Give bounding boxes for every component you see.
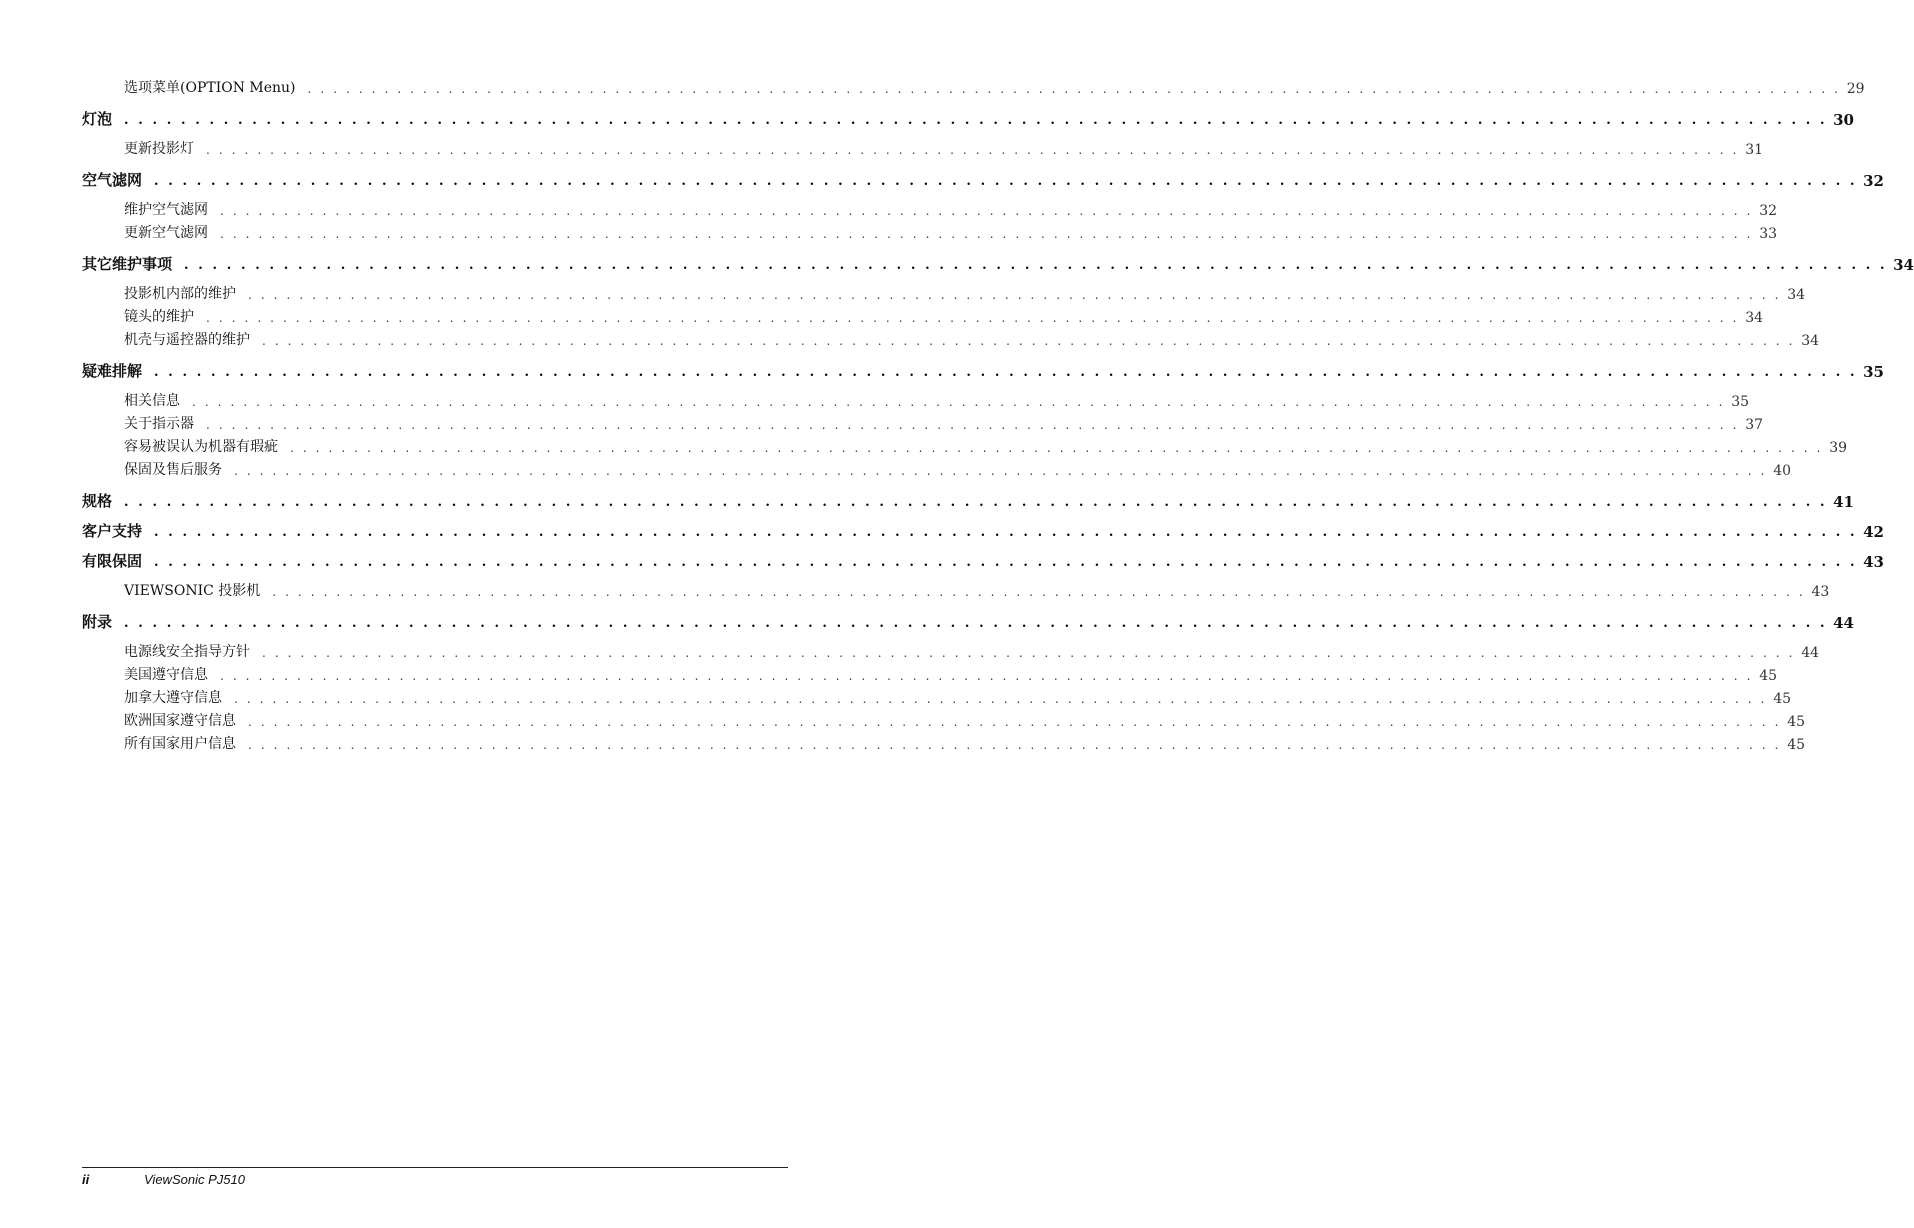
toc-entry-page-number: 34 <box>1745 310 1764 326</box>
toc-entry-title: 更新空气滤网 <box>124 225 208 241</box>
toc-entry-page-number: 33 <box>1759 226 1778 242</box>
toc-entry-page-number: 44 <box>1801 645 1820 661</box>
toc-entry-page-number: 43 <box>1811 584 1830 600</box>
dot-leader: . . . . . . . . . . . . . . . . . . . . . . . . . . . . . . . . . . . . . . . . . . . . . . . . . . . . . . . . . . . . . . . . . . . . . . . . . . . . . . . . . . . . . . . . . . . . . . . . . . . . . . . . . . . . . . . . . . . . . . . . <box>206 311 1740 325</box>
toc-entry-page-number: 29 <box>1846 81 1865 97</box>
toc-entry-title: 灯泡 <box>82 110 113 128</box>
toc-entry-title: 欧洲国家遵守信息 <box>124 713 236 729</box>
dot-leader: . . . . . . . . . . . . . . . . . . . . . . . . . . . . . . . . . . . . . . . . . . . . . . . . . . . . . . . . . . . . . . . . . . . . . . . . . . . . . . . . . . . . . . . . . . . . . . . . . . . . . . . . . . . . . . . . . . . . . . . . <box>234 692 1768 706</box>
footer-divider <box>82 1167 788 1168</box>
footer-product-name: ViewSonic PJ510 <box>144 1172 245 1187</box>
dot-leader: . . . . . . . . . . . . . . . . . . . . . . . . . . . . . . . . . . . . . . . . . . . . . . . . . . . . . . . . . . . . . . . . . . . . . . . . . . . . . . . . . . . . . . . . . . . . . . . . . . . . . . . . . . . . . . . . . . . . . . . . <box>206 418 1740 432</box>
dot-leader: . . . . . . . . . . . . . . . . . . . . . . . . . . . . . . . . . . . . . . . . . . . . . . . . . . . . . . . . . . . . . . . . . . . . . . . . . . . . . . . . . . . . . . . . . . . . . . . . . . . . . . . . . . . . . . . . . . . . . . . . <box>192 395 1726 409</box>
dot-leader: . . . . . . . . . . . . . . . . . . . . . . . . . . . . . . . . . . . . . . . . . . . . . . . . . . . . . . . . . . . . . . . . . . . . . . . . . . . . . . . . . . . . . . . . . . . . . . . . . . . . . . . . . . . . . . . . . . . . . . . . <box>220 204 1754 218</box>
toc-section-entry[interactable] <box>82 488 1854 511</box>
dot-leader: . . . . . . . . . . . . . . . . . . . . . . . . . . . . . . . . . . . . . . . . . . . . . . . . . . . . . . . . . . . . . . . . . . . . . . . . . . . . . . . . . . . . . . . . . . . . . . . . . . . . . . . . . . . . . . . . . . . . . . . . <box>234 464 1768 478</box>
toc-entry-title: 投影机内部的维护 <box>124 286 236 302</box>
toc-entry-title: 其它维护事项 <box>82 255 173 273</box>
dot-leader: . . . . . . . . . . . . . . . . . . . . . . . . . . . . . . . . . . . . . . . . . . . . . . . . . . . . . . . . . . . . . . . . . . . . . . . . . . . . . . . . . . . . . . . . . . . . . . . . . . . . . . . . . . . . . . . . . . . . . . . . <box>124 616 1828 631</box>
toc-subsection-entry[interactable] <box>82 303 1764 326</box>
toc-subsection-entry[interactable] <box>82 730 1806 753</box>
toc-subsection-entry[interactable] <box>82 456 1792 479</box>
toc-entry-page-number: 35 <box>1863 363 1884 381</box>
toc-entry-page-number: 34 <box>1801 333 1820 349</box>
toc-entry-title: 容易被误认为机器有瑕疵 <box>124 439 278 455</box>
toc-entry-title: 疑难排解 <box>82 362 143 380</box>
page-footer <box>82 1172 245 1187</box>
toc-subsection-entry[interactable] <box>82 410 1764 433</box>
toc-section-entry[interactable] <box>82 518 1884 541</box>
toc-entry-page-number: 34 <box>1893 256 1914 274</box>
toc-section-entry[interactable] <box>82 358 1884 381</box>
toc-entry-title: 机壳与遥控器的维护 <box>124 332 250 348</box>
dot-leader: . . . . . . . . . . . . . . . . . . . . . . . . . . . . . . . . . . . . . . . . . . . . . . . . . . . . . . . . . . . . . . . . . . . . . . . . . . . . . . . . . . . . . . . . . . . . . . . . . . . . . . . . . . . . . . . . . . . . . . . . <box>262 646 1796 660</box>
dot-leader: . . . . . . . . . . . . . . . . . . . . . . . . . . . . . . . . . . . . . . . . . . . . . . . . . . . . . . . . . . . . . . . . . . . . . . . . . . . . . . . . . . . . . . . . . . . . . . . . . . . . . . . . . . . . . . . . . . . . . . . . <box>307 82 1841 96</box>
toc-entry-page-number: 45 <box>1759 668 1778 684</box>
toc-subsection-entry[interactable] <box>82 326 1820 349</box>
toc-entry-title: 所有国家用户信息 <box>124 736 236 752</box>
toc-entry-title: 更新投影灯 <box>124 141 194 157</box>
toc-entry-page-number: 32 <box>1759 203 1778 219</box>
toc-section-entry[interactable] <box>82 251 1914 274</box>
toc-entry-title: 美国遵守信息 <box>124 667 208 683</box>
dot-leader: . . . . . . . . . . . . . . . . . . . . . . . . . . . . . . . . . . . . . . . . . . . . . . . . . . . . . . . . . . . . . . . . . . . . . . . . . . . . . . . . . . . . . . . . . . . . . . . . . . . . . . . . . . . . . . . . . . . . . . . . <box>248 738 1782 752</box>
toc-entry-page-number: 45 <box>1773 691 1792 707</box>
dot-leader: . . . . . . . . . . . . . . . . . . . . . . . . . . . . . . . . . . . . . . . . . . . . . . . . . . . . . . . . . . . . . . . . . . . . . . . . . . . . . . . . . . . . . . . . . . . . . . . . . . . . . . . . . . . . . . . . . . . . . . . . <box>262 334 1796 348</box>
dot-leader: . . . . . . . . . . . . . . . . . . . . . . . . . . . . . . . . . . . . . . . . . . . . . . . . . . . . . . . . . . . . . . . . . . . . . . . . . . . . . . . . . . . . . . . . . . . . . . . . . . . . . . . . . . . . . . . . . . . . . . . . <box>124 495 1828 510</box>
toc-subsection-entry[interactable] <box>82 196 1778 219</box>
toc-section-entry[interactable] <box>82 167 1884 190</box>
toc-entry-title: 维护空气滤网 <box>124 202 208 218</box>
dot-leader: . . . . . . . . . . . . . . . . . . . . . . . . . . . . . . . . . . . . . . . . . . . . . . . . . . . . . . . . . . . . . . . . . . . . . . . . . . . . . . . . . . . . . . . . . . . . . . . . . . . . . . . . . . . . . . . . . . . . . . . . <box>184 258 1888 273</box>
toc-entry-page-number: 30 <box>1833 111 1854 129</box>
toc-entry-title: 有限保固 <box>82 552 143 570</box>
toc-entry-title: 空气滤网 <box>82 171 143 189</box>
dot-leader: . . . . . . . . . . . . . . . . . . . . . . . . . . . . . . . . . . . . . . . . . . . . . . . . . . . . . . . . . . . . . . . . . . . . . . . . . . . . . . . . . . . . . . . . . . . . . . . . . . . . . . . . . . . . . . . . . . . . . . . . <box>220 669 1754 683</box>
toc-subsection-entry[interactable] <box>82 707 1806 730</box>
toc-entry-title: 电源线安全指导方针 <box>124 644 250 660</box>
toc-entry-page-number: 31 <box>1745 142 1764 158</box>
dot-leader: . . . . . . . . . . . . . . . . . . . . . . . . . . . . . . . . . . . . . . . . . . . . . . . . . . . . . . . . . . . . . . . . . . . . . . . . . . . . . . . . . . . . . . . . . . . . . . . . . . . . . . . . . . . . . . . . . . . . . . . . <box>154 174 1858 189</box>
dot-leader: . . . . . . . . . . . . . . . . . . . . . . . . . . . . . . . . . . . . . . . . . . . . . . . . . . . . . . . . . . . . . . . . . . . . . . . . . . . . . . . . . . . . . . . . . . . . . . . . . . . . . . . . . . . . . . . . . . . . . . . . <box>290 441 1824 455</box>
toc-section-entry[interactable] <box>82 106 1854 129</box>
toc-entry-title: 相关信息 <box>124 393 180 409</box>
toc-subsection-entry[interactable] <box>82 135 1764 158</box>
toc-entry-title: 附录 <box>82 613 113 631</box>
toc-subsection-entry[interactable] <box>82 684 1792 707</box>
toc-subsection-entry[interactable] <box>82 74 1865 97</box>
toc-subsection-entry[interactable] <box>82 661 1778 684</box>
toc-entry-page-number: 44 <box>1833 614 1854 632</box>
dot-leader: . . . . . . . . . . . . . . . . . . . . . . . . . . . . . . . . . . . . . . . . . . . . . . . . . . . . . . . . . . . . . . . . . . . . . . . . . . . . . . . . . . . . . . . . . . . . . . . . . . . . . . . . . . . . . . . . . . . . . . . . <box>220 227 1754 241</box>
dot-leader: . . . . . . . . . . . . . . . . . . . . . . . . . . . . . . . . . . . . . . . . . . . . . . . . . . . . . . . . . . . . . . . . . . . . . . . . . . . . . . . . . . . . . . . . . . . . . . . . . . . . . . . . . . . . . . . . . . . . . . . . <box>248 288 1782 302</box>
footer-page-number: ii <box>82 1172 90 1187</box>
toc-entry-page-number: 32 <box>1863 172 1884 190</box>
toc-subsection-entry[interactable] <box>82 280 1806 303</box>
toc-subsection-entry[interactable] <box>82 638 1820 661</box>
toc-section-entry[interactable] <box>82 609 1854 632</box>
toc-subsection-entry[interactable] <box>82 387 1750 410</box>
toc-subsection-entry[interactable] <box>82 577 1830 600</box>
toc-entry-title: 关于指示器 <box>124 416 194 432</box>
toc-entry-title: 保固及售后服务 <box>124 462 222 478</box>
toc-entry-page-number: 45 <box>1787 737 1806 753</box>
toc-entry-page-number: 40 <box>1773 463 1792 479</box>
dot-leader: . . . . . . . . . . . . . . . . . . . . . . . . . . . . . . . . . . . . . . . . . . . . . . . . . . . . . . . . . . . . . . . . . . . . . . . . . . . . . . . . . . . . . . . . . . . . . . . . . . . . . . . . . . . . . . . . . . . . . . . . <box>154 525 1858 540</box>
table-of-contents <box>82 74 1914 753</box>
toc-entry-title: 客户支持 <box>82 522 143 540</box>
toc-subsection-entry[interactable] <box>82 433 1848 456</box>
dot-leader: . . . . . . . . . . . . . . . . . . . . . . . . . . . . . . . . . . . . . . . . . . . . . . . . . . . . . . . . . . . . . . . . . . . . . . . . . . . . . . . . . . . . . . . . . . . . . . . . . . . . . . . . . . . . . . . . . . . . . . . . <box>124 113 1828 128</box>
toc-entry-title: VIEWSONIC 投影机 <box>124 583 261 599</box>
toc-entry-title: 规格 <box>82 492 113 510</box>
toc-entry-title: 加拿大遵守信息 <box>124 690 222 706</box>
dot-leader: . . . . . . . . . . . . . . . . . . . . . . . . . . . . . . . . . . . . . . . . . . . . . . . . . . . . . . . . . . . . . . . . . . . . . . . . . . . . . . . . . . . . . . . . . . . . . . . . . . . . . . . . . . . . . . . . . . . . . . . . <box>248 715 1782 729</box>
toc-entry-page-number: 42 <box>1863 523 1884 541</box>
toc-entry-page-number: 37 <box>1745 417 1764 433</box>
toc-entry-page-number: 41 <box>1833 493 1854 511</box>
toc-entry-page-number: 34 <box>1787 287 1806 303</box>
dot-leader: . . . . . . . . . . . . . . . . . . . . . . . . . . . . . . . . . . . . . . . . . . . . . . . . . . . . . . . . . . . . . . . . . . . . . . . . . . . . . . . . . . . . . . . . . . . . . . . . . . . . . . . . . . . . . . . . . . . . . . . . <box>154 365 1858 380</box>
toc-section-entry[interactable] <box>82 548 1884 571</box>
dot-leader: . . . . . . . . . . . . . . . . . . . . . . . . . . . . . . . . . . . . . . . . . . . . . . . . . . . . . . . . . . . . . . . . . . . . . . . . . . . . . . . . . . . . . . . . . . . . . . . . . . . . . . . . . . . . . . . . . . . . . . . . <box>272 585 1806 599</box>
toc-subsection-entry[interactable] <box>82 219 1778 242</box>
toc-entry-title: 镜头的维护 <box>124 309 194 325</box>
dot-leader: . . . . . . . . . . . . . . . . . . . . . . . . . . . . . . . . . . . . . . . . . . . . . . . . . . . . . . . . . . . . . . . . . . . . . . . . . . . . . . . . . . . . . . . . . . . . . . . . . . . . . . . . . . . . . . . . . . . . . . . . <box>206 143 1740 157</box>
toc-entry-page-number: 35 <box>1731 394 1750 410</box>
toc-entry-page-number: 43 <box>1863 553 1884 571</box>
dot-leader: . . . . . . . . . . . . . . . . . . . . . . . . . . . . . . . . . . . . . . . . . . . . . . . . . . . . . . . . . . . . . . . . . . . . . . . . . . . . . . . . . . . . . . . . . . . . . . . . . . . . . . . . . . . . . . . . . . . . . . . . <box>154 555 1858 570</box>
toc-entry-page-number: 45 <box>1787 714 1806 730</box>
toc-entry-page-number: 39 <box>1829 440 1848 456</box>
toc-entry-title: 选项菜单(OPTION Menu) <box>124 80 296 96</box>
